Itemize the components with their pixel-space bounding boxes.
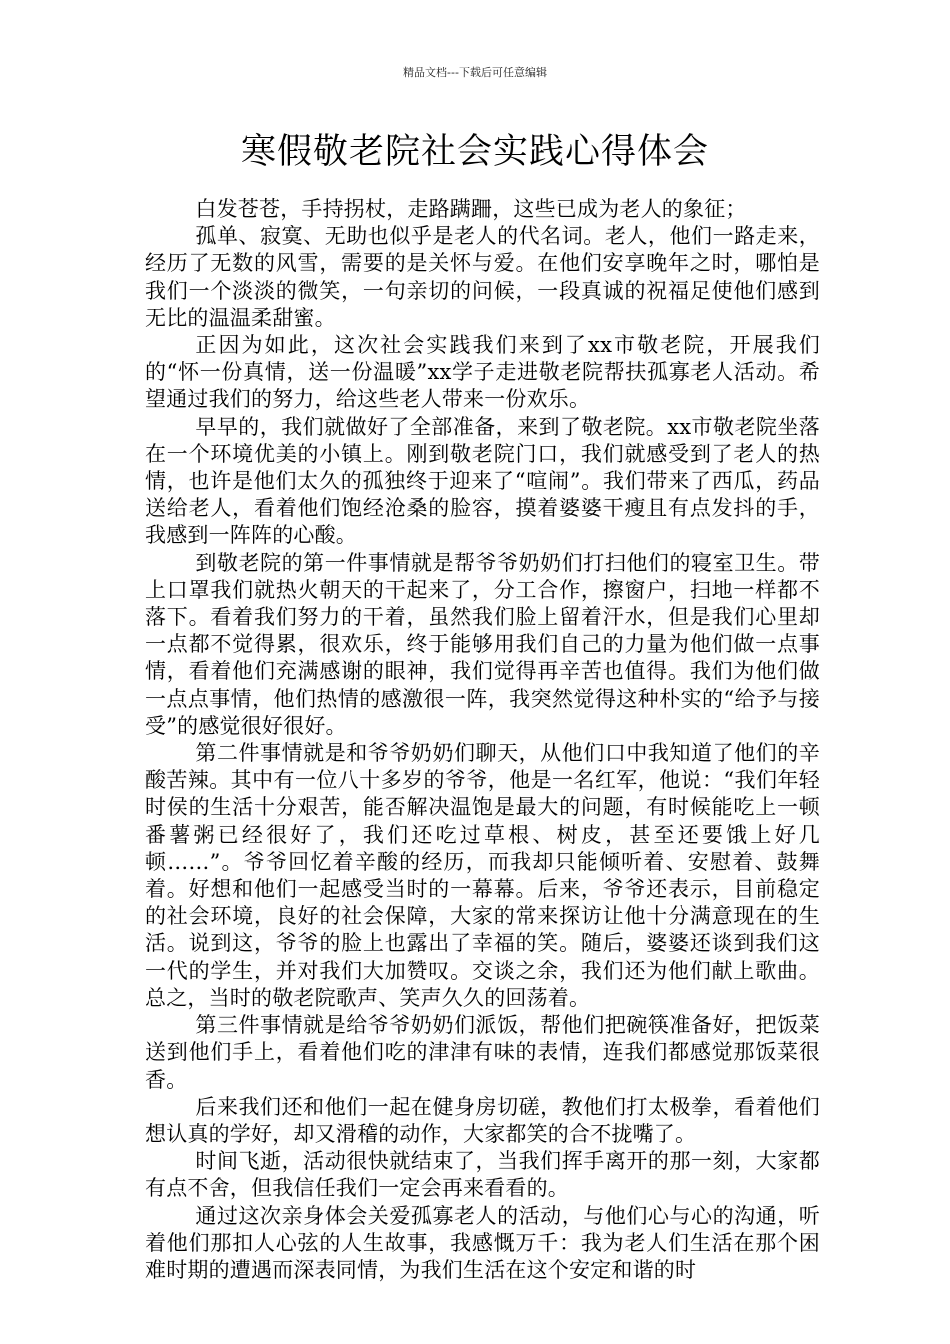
document-title: 寒假敬老院社会实践心得体会	[240, 132, 709, 172]
paragraph: 第二件事情就是和爷爷奶奶们聊天，从他们口中我知道了他们的辛酸苦辣。其中有一位八十多岁的爷爷，他是一名红军，他说：“我们年轻时侯的生活十分艰苦，能否解决温饱是最大的问题，有时候能吃上一顿番薯粥已经很好了，我们还吃过草根、树皮，甚至还要饿上好几顿……”。爷爷回忆着辛酸的经历，而我却只能倾听着、安慰着、鼓舞着。好想和他们一起感受当时的一幕幕。后来，爷爷还表示，目前稳定的社会环境，良好的社会保障，大家的常来探访让他十分满意现在的生活。说到这，爷爷的脸上也露出了幸福的笑。随后，婆婆还谈到我们这一代的学生，并对我们大加赞叹。交谈之余，我们还为他们献上歌曲。总之，当时的敬老院歌声、笑声久久的回荡着。	[145, 741, 820, 1010]
paragraph: 孤单、寂寞、无助也似乎是老人的代名词。老人，他们一路走来，经历了无数的风雪，需要的是关怀与爱。在他们安享晚年之时，哪怕是我们一个淡淡的微笑，一句亲切的问候，一段真诚的祝福足使他们感到无比的温温柔甜蜜。	[145, 224, 820, 330]
paragraph: 到敬老院的第一件事情就是帮爷爷奶奶们打扫他们的寝室卫生。带上口罩我们就热火朝天的干起来了，分工合作，擦窗户，扫地一样都不落下。看着我们努力的干着，虽然我们脸上留着汗水，但是我们心里却一点都不觉得累，很欢乐，终于能够用我们自己的力量为他们做一点事情，看着他们充满感谢的眼神，我们觉得再辛苦也值得。我们为他们做一点点事情，他们热情的感激很一阵，我突然觉得这种朴实的“给予与接受”的感觉很好很好。	[145, 550, 820, 738]
header-note: 精品文档---下载后可任意编辑	[403, 66, 547, 79]
paragraph: 第三件事情就是给爷爷奶奶们派饭，帮他们把碗筷准备好，把饭菜送到他们手上，看着他们吃的津津有味的表情，连我们都感觉那饭菜很香。	[145, 1013, 820, 1092]
paragraph: 后来我们还和他们一起在健身房切磋，教他们打太极拳，看着他们想认真的学好，却又滑稽的动作，大家都笑的合不拢嘴了。	[145, 1094, 820, 1146]
paragraph: 正因为如此，这次社会实践我们来到了xx市敬老院，开展我们的“怀一份真情，送一份温暖”xx学子走进敬老院帮扶孤寡老人活动。希望通过我们的努力，给这些老人带来一份欢乐。	[145, 333, 820, 412]
paragraph: 时间飞逝，活动很快就结束了，当我们挥手离开的那一刻，大家都有点不舍，但我信任我们一定会再来看看的。	[145, 1149, 820, 1201]
paragraph: 通过这次亲身体会关爱孤寡老人的活动，与他们心与心的沟通，听着他们那扣人心弦的人生故事，我感慨万千：我为老人们生活在那个困难时期的遭遇而深表同情，为我们生活在这个安定和谐的时	[145, 1203, 820, 1282]
paragraph: 白发苍苍，手持拐杖，走路蹒跚，这些已成为老人的象征；	[195, 197, 747, 221]
paragraph: 早早的，我们就做好了全部准备，来到了敬老院。xx市敬老院坐落在一个环境优美的小镇上。刚到敬老院门口，我们就感受到了老人的热情，也许是他们太久的孤独终于迎来了“喧闹”。我们带来了西瓜，药品送给老人，看着他们饱经沧桑的脸容，摸着婆婆干瘦且有点发抖的手，我感到一阵阵的心酸。	[145, 414, 820, 548]
document-body	[145, 196, 820, 1284]
